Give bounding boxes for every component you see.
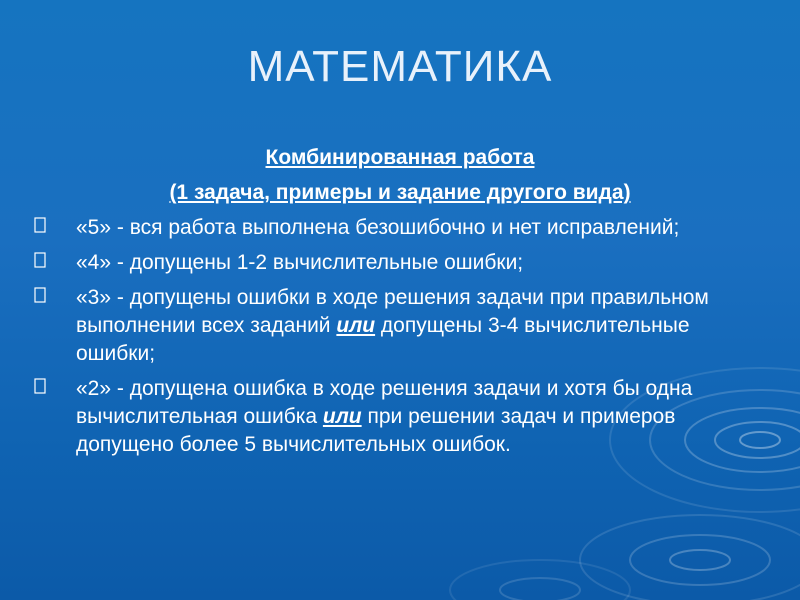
box-glyph-icon [34,216,50,238]
list-item-text-after: при решении задач и примеров допущено более 5 вычислительных ошибок. [76,405,676,456]
list-item [34,214,764,242]
list-item-text-before: «2» - допущена ошибка в ходе решения задачи и хотя бы одна вычислительная ошибка [76,377,693,428]
list-item [34,249,764,277]
box-glyph-icon [34,251,50,273]
list-item [34,284,764,368]
list-item-text: «5» - вся работа выполнена безошибочно и нет исправлений; [76,216,680,239]
subtitle-line-2: (1 задача, примеры и задание другого вида) [169,181,631,204]
box-glyph-icon [34,377,50,399]
emphasis-or: или [336,314,376,337]
list-item-text-after: допущены 3-4 вычислительные ошибки; [76,314,690,365]
box-glyph-icon [34,286,50,308]
emphasis-or: или [322,405,362,428]
slide-title: МАТЕМАТИКА [247,42,553,91]
grading-criteria-list [34,214,764,466]
list-item [34,375,764,459]
list-item-text-before: «3» - допущены ошибки в ходе решения задачи при правильном выполнении всех заданий [76,286,709,337]
list-item-text: «4» - допущены 1-2 вычислительные ошибки; [76,251,524,274]
subtitle-line-1: Комбинированная работа [265,146,535,169]
